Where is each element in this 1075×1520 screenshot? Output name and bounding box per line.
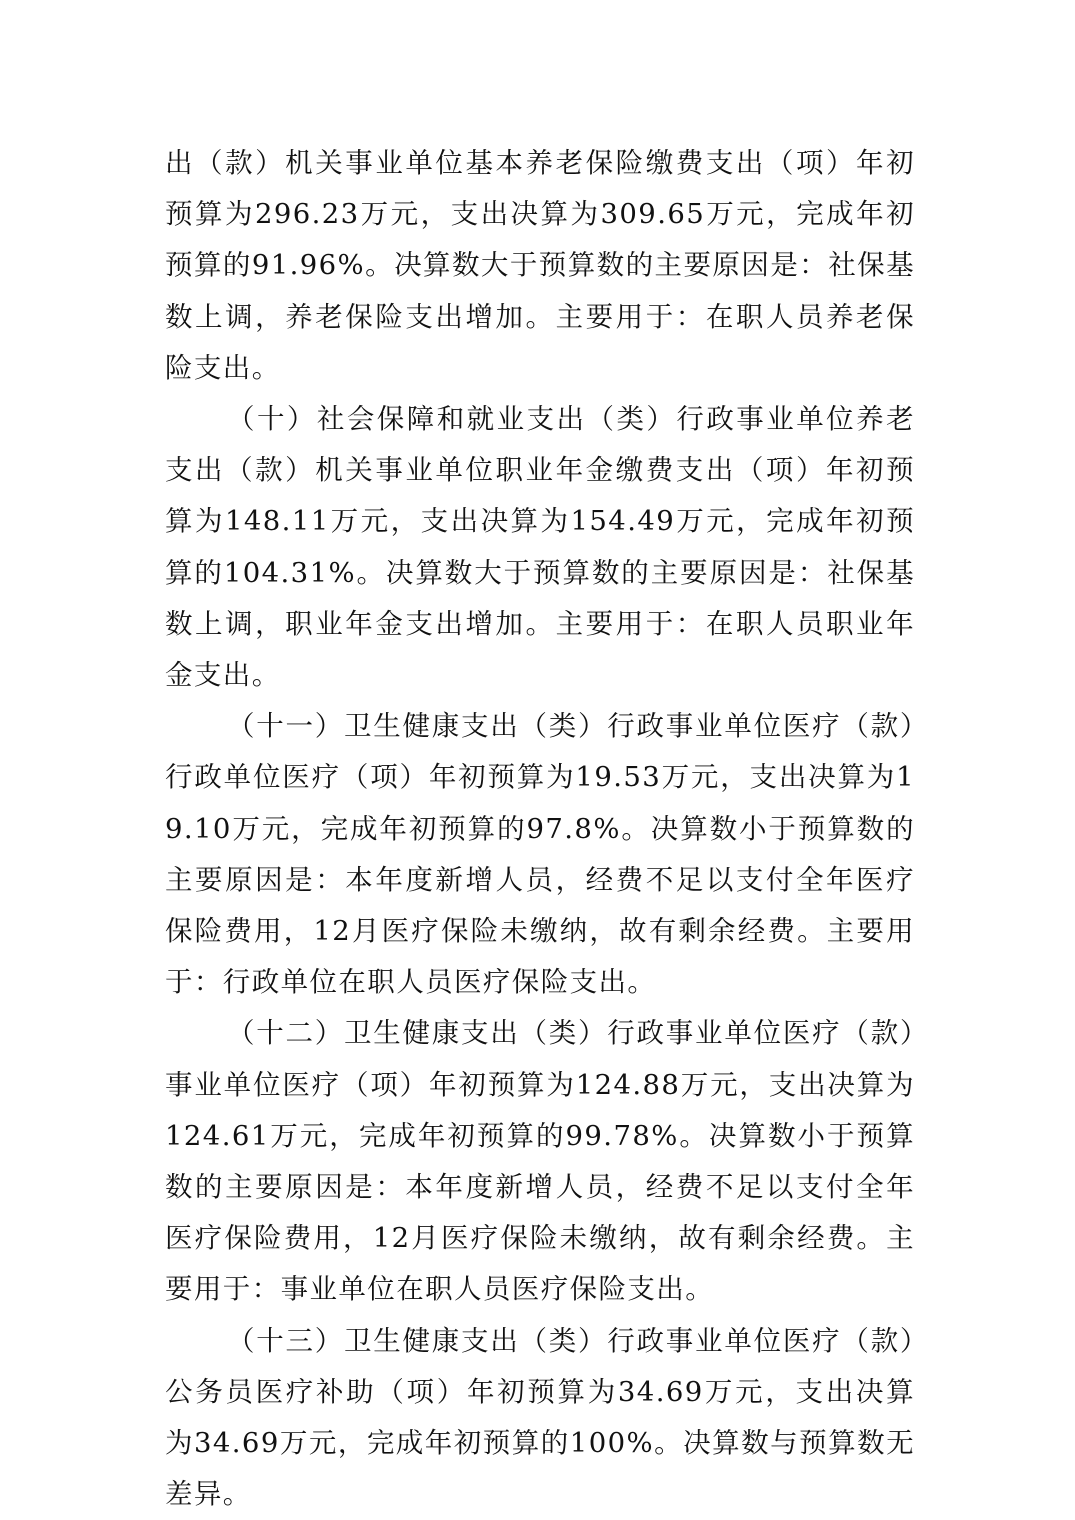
document-body	[165, 138, 915, 1520]
paragraph-continued: 出（款）机关事业单位基本养老保险缴费支出（项）年初预算为296.23万元，支出决算为309.65万元，完成年初预算的91.96%。决算数大于预算数的主要原因是：社保基数上调，养老保险支出增加。主要用于：在职人员养老保险支出。	[165, 147, 915, 384]
paragraph-item-13: （十三）卫生健康支出（类）行政事业单位医疗（款）公务员医疗补助（项）年初预算为34.69万元，支出决算为34.69万元，完成年初预算的100%。决算数与预算数无差异。	[165, 1324, 915, 1511]
paragraph-item-11: （十一）卫生健康支出（类）行政事业单位医疗（款）行政单位医疗（项）年初预算为19.53万元，支出决算为19.10万元，完成年初预算的97.8%。决算数小于预算数的主要原因是：本年度新增人员，经费不足以支付全年医疗保险费用，12月医疗保险未缴纳，故有剩余经费。主要用于：行政单位在职人员医疗保险支出。	[165, 710, 915, 999]
paragraph-item-12: （十二）卫生健康支出（类）行政事业单位医疗（款）事业单位医疗（项）年初预算为124.88万元，支出决算为124.61万元，完成年初预算的99.78%。决算数小于预算数的主要原因是：本年度新增人员，经费不足以支付全年医疗保险费用，12月医疗保险未缴纳，故有剩余经费。主要用于：事业单位在职人员医疗保险支出。	[165, 1017, 915, 1306]
paragraph-item-10: （十）社会保障和就业支出（类）行政事业单位养老支出（款）机关事业单位职业年金缴费支出（项）年初预算为148.11万元，支出决算为154.49万元，完成年初预算的104.31%。决算数大于预算数的主要原因是：社保基数上调，职业年金支出增加。主要用于：在职人员职业年金支出。	[165, 403, 915, 692]
